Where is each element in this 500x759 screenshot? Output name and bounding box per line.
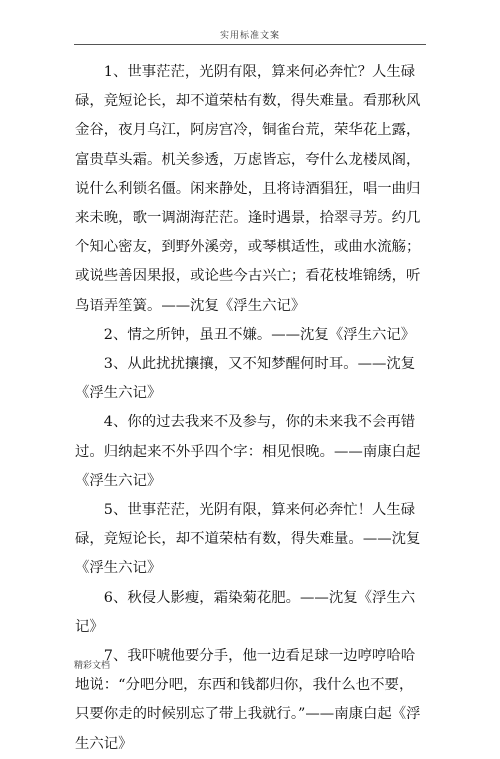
page-header: 实用标准文案 <box>219 31 280 41</box>
quote-paragraph-3: 3、从此扰扰攘攘，又不知梦醒何时耳。——沈复《浮生六记》 <box>75 356 416 402</box>
page-footer: 精彩文档 <box>74 661 111 671</box>
quote-paragraph-7: 7、我吓唬他要分手，他一边看足球一边哼哼哈哈地说：“分吧分吧，东西和钱都归你，我什么也不要，只要你走的时候别忘了带上我就行。”——南康白起《浮生六记》 <box>75 648 421 752</box>
quote-paragraph-4: 4、你的过去我来不及参与，你的未来我不会再错过。归纳起来不外乎四个字：相见恨晚。——南康白起《浮生六记》 <box>75 414 421 489</box>
quote-paragraph-6: 6、秋侵人影瘦，霜染菊花肥。——沈复《浮生六记》 <box>75 589 416 635</box>
document-body <box>75 58 427 759</box>
quote-paragraph-5: 5、世事茫茫，光阴有限，算来何必奔忙！人生碌碌，竞短论长，却不道荣枯有数，得失难量。——沈复《浮生六记》 <box>75 502 421 577</box>
quote-paragraph-1: 1、世事茫茫，光阴有限，算来何必奔忙？人生碌碌，竞短论长，却不道荣枯有数，得失难量。看那秋风金谷，夜月乌江，阿房宫冷，铜雀台荒，荣华花上露，富贵草头霜。机关参透，万虑皆忘，夸什么龙楼凤阁，说什么利锁名僵。闲来静处，且将诗酒猖狂，唱一曲归来未晚，歌一调湖海茫茫。逢时遇景，拾翠寻芳。约几个知心密友，到野外溪旁，或琴棋适性，或曲水流觞；或说些善因果报，或论些今古兴亡；看花枝堆锦绣，听鸟语弄笙簧。——沈复《浮生六记》 <box>75 64 421 314</box>
quote-paragraph-2: 2、情之所钟，虽丑不嫌。——沈复《浮生六记》 <box>103 326 416 343</box>
header-divider <box>74 44 426 45</box>
